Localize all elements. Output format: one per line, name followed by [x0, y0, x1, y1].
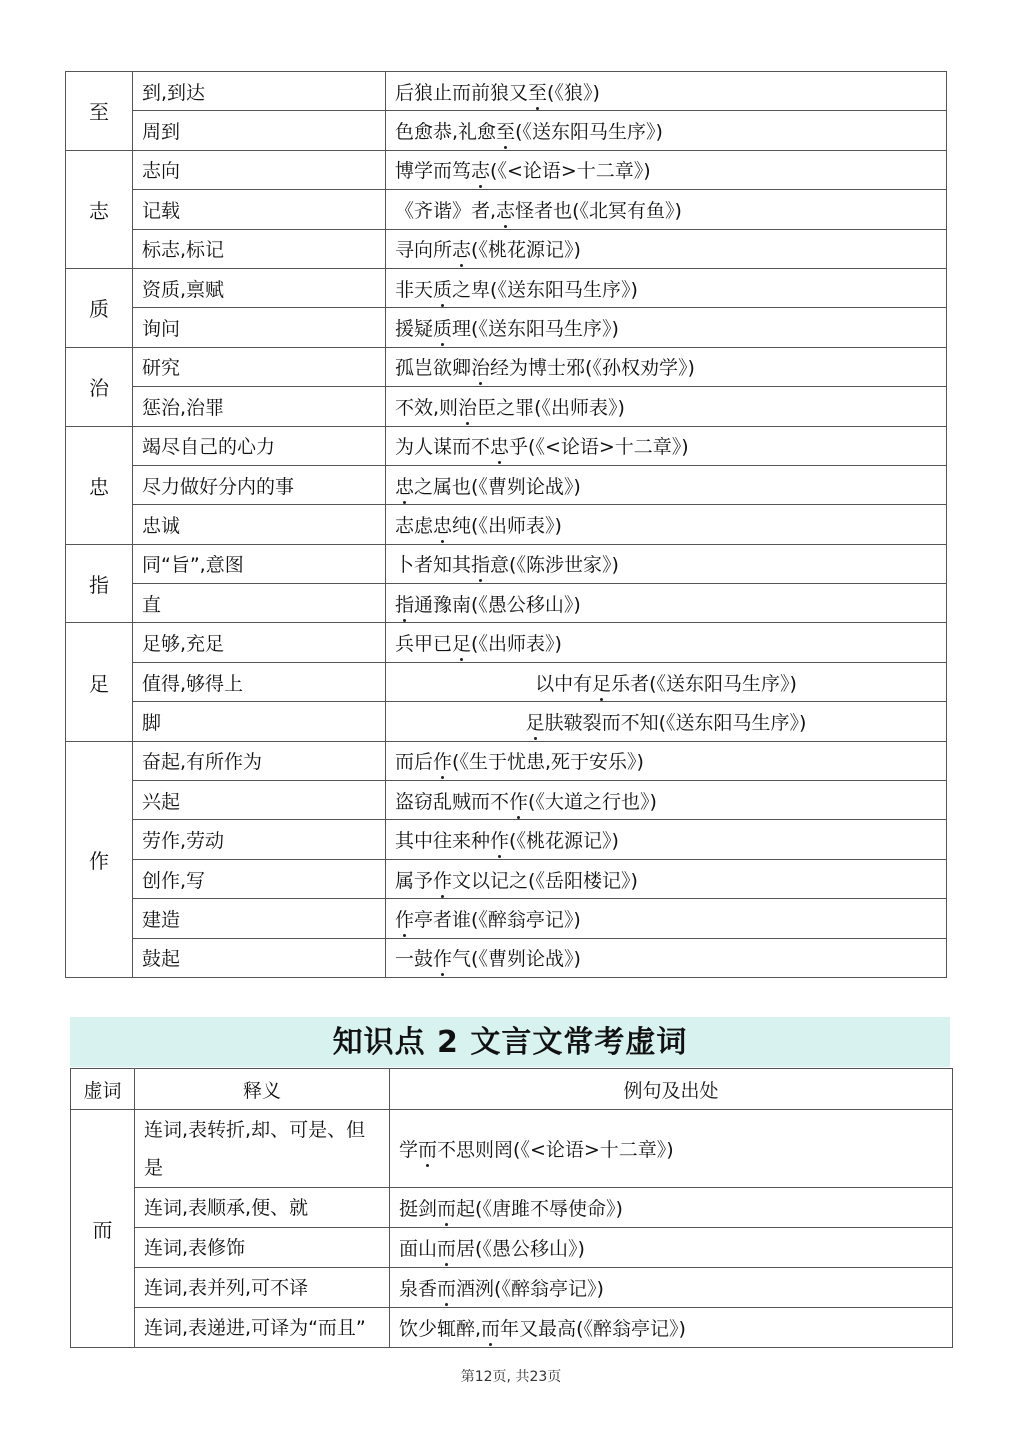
example-cell	[386, 505, 947, 544]
example-keyword: 治	[458, 396, 478, 419]
example-text-rest: 乐者(《送东阳马生序》)	[611, 672, 797, 695]
example-cell	[390, 1188, 953, 1228]
example-cell	[386, 859, 947, 898]
example-cell	[386, 150, 947, 189]
meaning-cell: 周到	[133, 111, 386, 150]
table-word-meanings-1	[65, 71, 947, 978]
table-row	[71, 1110, 953, 1188]
example-text-rest: 理(《送东阳马生序》)	[452, 318, 619, 341]
example-text: 而后	[395, 751, 434, 774]
meaning-cell: 志向	[133, 150, 386, 189]
meaning-cell: 研究	[133, 347, 386, 386]
meaning-cell: 连词,表转折,却、可是、但是	[135, 1110, 390, 1188]
example-keyword: 治	[471, 357, 491, 380]
example-text: 卜者知其	[395, 554, 472, 577]
example-cell	[386, 268, 947, 307]
example-cell	[386, 781, 947, 820]
example-text: 援疑	[395, 318, 434, 341]
example-keyword: 指	[395, 593, 415, 616]
table-row	[71, 1228, 953, 1268]
example-text: 其中往来种	[395, 830, 491, 853]
example-text-rest: (《狼》)	[547, 81, 600, 104]
example-cell	[386, 308, 947, 347]
example-text-rest: 纯(《出师表》)	[452, 514, 562, 537]
meaning-cell: 连词,表顺承,便、就	[135, 1188, 390, 1228]
example-cell	[386, 229, 947, 268]
table-row	[71, 1308, 953, 1348]
example-keyword: 指	[471, 554, 491, 577]
headword-cell: 指	[66, 544, 133, 623]
example-cell	[386, 584, 947, 623]
table-row	[66, 662, 947, 701]
example-keyword: 作	[395, 908, 415, 931]
example-keyword: 忠	[395, 475, 415, 498]
example-text: 寻向所	[395, 239, 453, 262]
example-cell	[390, 1268, 953, 1308]
example-text-rest: (《送东阳马生序》)	[515, 121, 663, 144]
example-keyword: 而	[437, 1278, 457, 1300]
example-keyword: 质	[433, 278, 453, 301]
example-keyword: 作	[433, 948, 453, 971]
meaning-cell: 资质,禀赋	[133, 268, 386, 307]
meaning-cell: 创作,写	[133, 859, 386, 898]
example-cell	[386, 741, 947, 780]
example-text: 孤岂欲卿	[395, 357, 472, 380]
meaning-cell: 竭尽自己的心力	[133, 426, 386, 465]
example-text-rest: 居(《愚公移山》)	[456, 1238, 585, 1260]
example-text-rest: 肤皲裂而不知(《送东阳马生序》)	[544, 711, 807, 734]
header-example: 例句及出处	[390, 1069, 953, 1110]
example-keyword: 而	[437, 1198, 457, 1220]
example-text-rest: 乎(《<论语>十二章》)	[509, 436, 689, 459]
table-row	[66, 544, 947, 583]
example-text-rest: 之属也(《曹刿论战》)	[414, 475, 581, 498]
table-row	[66, 623, 947, 662]
example-text-rest: 意(《陈涉世家》)	[490, 554, 619, 577]
example-text: 挺剑	[399, 1198, 438, 1220]
meaning-cell: 足够,充足	[133, 623, 386, 662]
table-row	[66, 584, 947, 623]
table-row	[66, 465, 947, 504]
table-row	[66, 229, 947, 268]
example-cell	[386, 544, 947, 583]
example-cell	[386, 662, 947, 701]
example-cell	[386, 347, 947, 386]
example-keyword: 至	[496, 121, 516, 144]
meaning-cell: 奋起,有所作为	[133, 741, 386, 780]
table-row	[66, 781, 947, 820]
example-text: 不效,则	[395, 396, 459, 419]
meaning-cell: 鼓起	[133, 938, 386, 977]
example-keyword: 而	[437, 1238, 457, 1260]
example-cell	[386, 387, 947, 426]
headword-cell: 足	[66, 623, 133, 741]
example-cell	[386, 820, 947, 859]
example-cell	[386, 702, 947, 741]
table-row	[66, 150, 947, 189]
meaning-cell: 兴起	[133, 781, 386, 820]
example-cell	[390, 1110, 953, 1188]
example-cell	[386, 899, 947, 938]
table-row	[66, 190, 947, 229]
table-row	[66, 505, 947, 544]
meaning-cell: 惩治,治罪	[133, 387, 386, 426]
example-keyword: 而	[481, 1318, 501, 1340]
meaning-cell: 连词,表修饰	[135, 1228, 390, 1268]
example-text: 兵甲已	[395, 633, 453, 656]
headword-cell: 治	[66, 347, 133, 426]
meaning-cell: 询问	[133, 308, 386, 347]
example-text: 非天	[395, 278, 434, 301]
example-text: 学	[399, 1139, 419, 1161]
example-cell	[386, 190, 947, 229]
example-keyword: 志	[452, 239, 472, 262]
example-cell	[386, 465, 947, 504]
example-cell	[386, 426, 947, 465]
example-text-rest: (《出师表》)	[471, 633, 562, 656]
meaning-cell: 标志,标记	[133, 229, 386, 268]
example-text-rest: 之卑(《送东阳马生序》)	[452, 278, 638, 301]
example-text-rest: 文以记之(《岳阳楼记》)	[452, 869, 638, 892]
example-text-rest: 起(《唐雎不辱使命》)	[456, 1198, 623, 1220]
meaning-cell: 连词,表递进,可译为“而且”	[135, 1308, 390, 1348]
table-row	[66, 859, 947, 898]
example-text-rest: (《大道之行也》)	[528, 790, 657, 813]
headword-cell: 作	[66, 741, 133, 977]
meaning-cell: 到,到达	[133, 72, 386, 111]
example-keyword: 质	[433, 318, 453, 341]
example-keyword: 作	[509, 790, 529, 813]
example-text-rest: (《<论语>十二章》)	[490, 160, 651, 183]
example-text-rest: 年又最高(《醉翁亭记》)	[500, 1318, 686, 1340]
headword-cell: 志	[66, 150, 133, 268]
example-keyword: 足	[592, 672, 612, 695]
meaning-cell: 连词,表并列,可不译	[135, 1268, 390, 1308]
table-row	[66, 111, 947, 150]
example-text-rest: 亭者谁(《醉翁亭记》)	[414, 908, 581, 931]
example-keyword: 足	[525, 711, 545, 734]
meaning-cell: 记载	[133, 190, 386, 229]
example-text-rest: 不思则罔(《<论语>十二章》)	[437, 1139, 674, 1161]
table-function-words	[70, 1068, 953, 1348]
example-text-rest: 通豫南(《愚公移山》)	[414, 593, 581, 616]
example-keyword: 忠	[433, 514, 453, 537]
table-row	[66, 741, 947, 780]
header-function-word: 虚词	[71, 1069, 135, 1110]
meaning-cell: 尽力做好分内的事	[133, 465, 386, 504]
example-cell	[390, 1228, 953, 1268]
example-cell	[390, 1308, 953, 1348]
table-row	[66, 72, 947, 111]
meaning-cell: 忠诚	[133, 505, 386, 544]
example-keyword: 作	[490, 830, 510, 853]
example-cell	[386, 938, 947, 977]
example-text: 色愈恭,礼愈	[395, 121, 497, 144]
table-row	[66, 702, 947, 741]
example-cell	[386, 111, 947, 150]
example-text: 属予	[395, 869, 434, 892]
page-number: 第12页, 共23页	[460, 1369, 562, 1385]
example-text-rest: (《生于忧患,死于安乐》)	[452, 751, 644, 774]
table-row	[66, 426, 947, 465]
table-row	[66, 308, 947, 347]
table-row	[71, 1268, 953, 1308]
table-row	[66, 899, 947, 938]
example-text: 一鼓	[395, 948, 434, 971]
meaning-cell: 同“旨”,意图	[133, 544, 386, 583]
example-text-rest: 经为博士邪(《孙权劝学》)	[490, 357, 695, 380]
example-text-rest: (《桃花源记》)	[471, 239, 581, 262]
example-text: 后狼止而前狼又	[395, 81, 529, 104]
example-text: 以中有	[535, 672, 593, 695]
table-row	[66, 387, 947, 426]
example-text: 面山	[399, 1238, 438, 1260]
example-text-rest: (《桃花源记》)	[509, 830, 619, 853]
example-text: 盗窃乱贼而不	[395, 790, 510, 813]
example-text-rest: 酒洌(《醉翁亭记》)	[456, 1278, 604, 1300]
meaning-cell: 劳作,劳动	[133, 820, 386, 859]
section-title: 知识点 2 文言文常考虚词	[70, 1017, 950, 1067]
example-text-rest: 气(《曹刿论战》)	[452, 948, 581, 971]
meaning-cell: 建造	[133, 899, 386, 938]
example-keyword: 足	[452, 633, 472, 656]
example-text: 《齐谐》者,	[395, 199, 497, 222]
example-cell	[386, 72, 947, 111]
header-meaning: 释义	[135, 1069, 390, 1110]
example-keyword: 作	[433, 751, 453, 774]
example-text: 泉香	[399, 1278, 438, 1300]
example-keyword: 忠	[490, 436, 510, 459]
function-word-cell: 而	[71, 1110, 135, 1348]
table-row	[66, 938, 947, 977]
example-keyword: 至	[528, 81, 548, 104]
example-keyword: 作	[433, 869, 453, 892]
meaning-cell: 直	[133, 584, 386, 623]
example-keyword: 志	[496, 199, 516, 222]
example-keyword: 而	[418, 1139, 438, 1161]
table-row	[66, 268, 947, 307]
example-text-rest: 臣之罪(《出师表》)	[477, 396, 625, 419]
meaning-cell: 脚	[133, 702, 386, 741]
meaning-cell: 值得,够得上	[133, 662, 386, 701]
example-text-rest: 怪者也(《北冥有鱼》)	[515, 199, 682, 222]
example-text: 博学而笃	[395, 160, 472, 183]
table-row	[71, 1188, 953, 1228]
table-row	[66, 347, 947, 386]
headword-cell: 至	[66, 72, 133, 151]
example-text: 为人谋而不	[395, 436, 491, 459]
example-keyword: 志	[471, 160, 491, 183]
headword-cell: 忠	[66, 426, 133, 544]
example-cell	[386, 623, 947, 662]
table-row	[66, 820, 947, 859]
example-text: 饮少辄醉,	[399, 1318, 482, 1340]
example-text: 志虑	[395, 514, 434, 537]
headword-cell: 质	[66, 268, 133, 347]
